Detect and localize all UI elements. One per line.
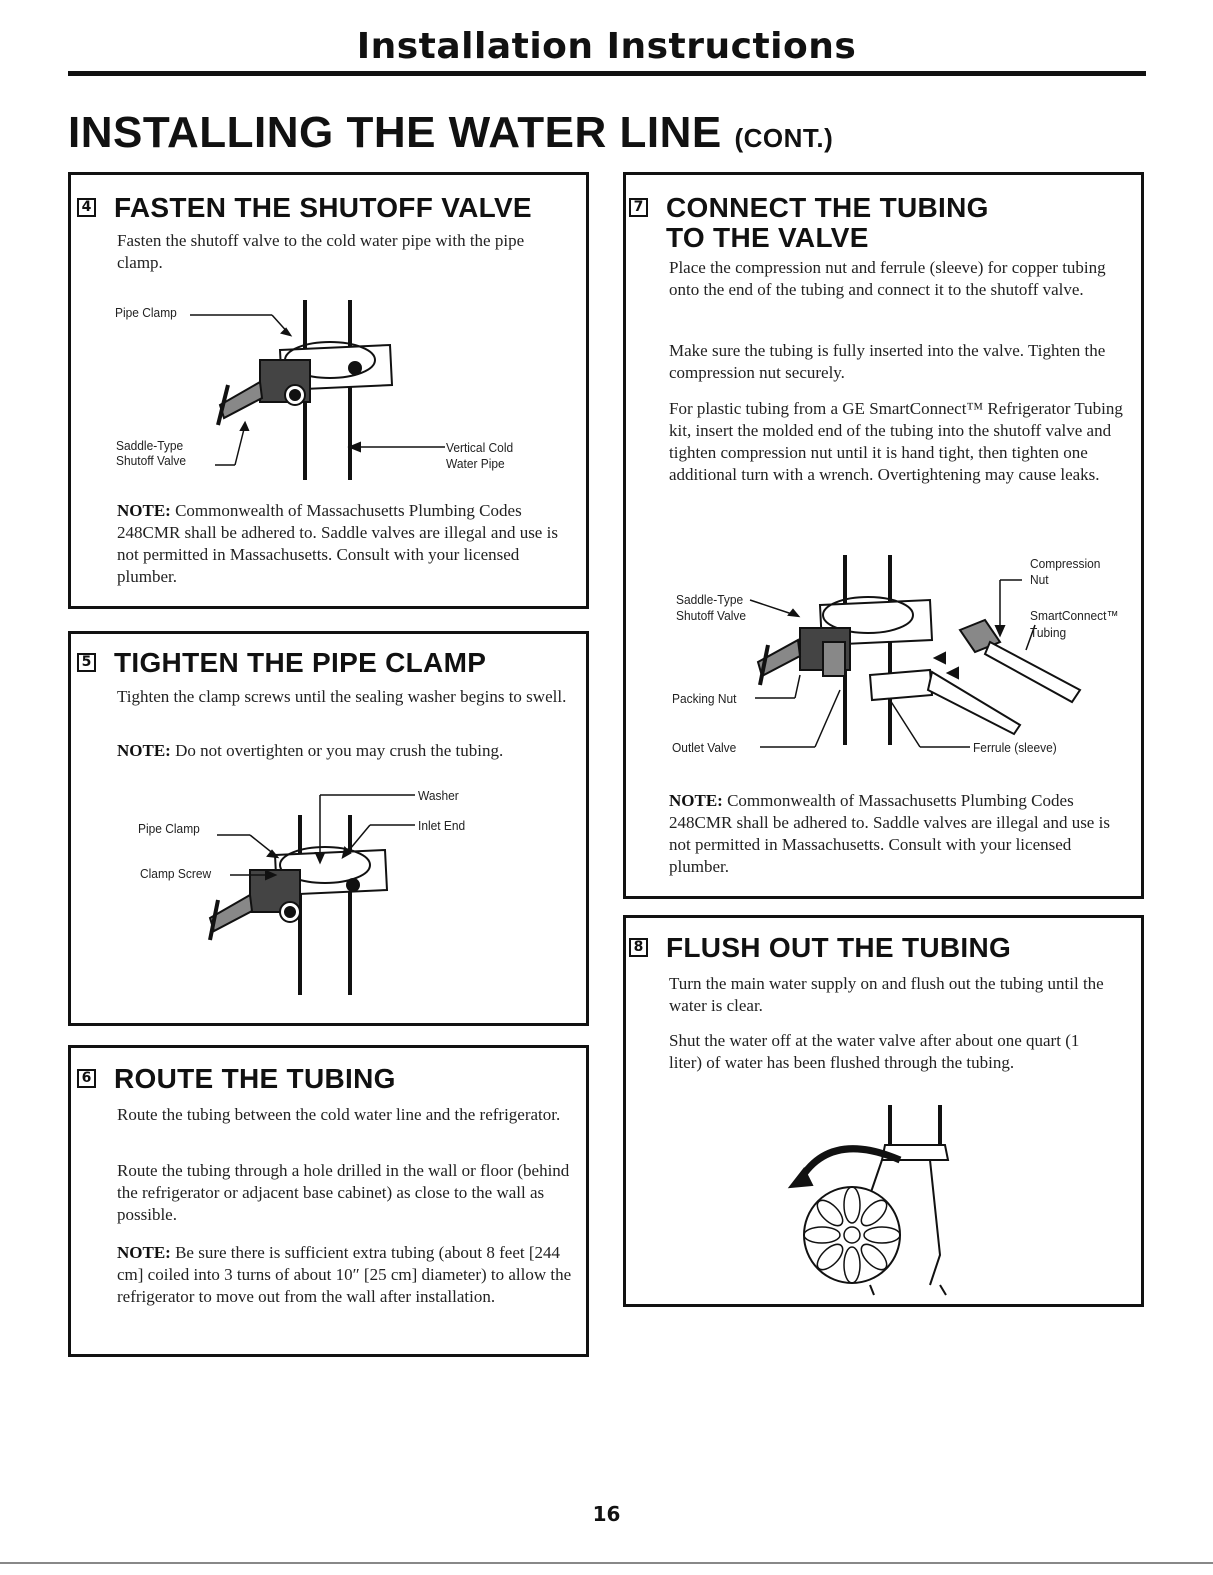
step-6-title: ROUTE THE TUBING [114, 1063, 396, 1094]
section-title-text: INSTALLING THE WATER LINE [68, 108, 722, 157]
step-7-heading [629, 193, 989, 253]
step-6-number: 6 [77, 1069, 96, 1088]
step-8-number: 8 [629, 938, 648, 957]
section-title-suffix: (CONT.) [734, 123, 834, 153]
step-7-body-1: Place the compression nut and ferrule (sleeve) for copper tubing onto the end of the tubing and connect it to the shutoff valve. [669, 258, 1106, 299]
note-text: Do not overtighten or you may crush the tubing. [175, 741, 504, 760]
label-outlet-valve: Outlet Valve [672, 740, 737, 755]
step-5-heading [77, 648, 486, 678]
step-7-note [669, 790, 1129, 878]
label-saddle-type: Saddle-Type [116, 438, 184, 453]
label-shutoff-valve-2: Shutoff Valve [676, 608, 747, 623]
step-5-note [117, 740, 567, 762]
label-pipe-clamp-2: Pipe Clamp [138, 821, 200, 836]
step-4-note [117, 500, 577, 588]
label-nut: Nut [1030, 572, 1049, 587]
step-5-title: TIGHTEN THE PIPE CLAMP [114, 647, 487, 678]
header-title: Installation Instructions [356, 26, 857, 67]
label-vertical-cold: Vertical Cold [446, 440, 514, 455]
step-7-title-line-2: TO THE VALVE [666, 222, 869, 253]
note-label: NOTE: [669, 791, 723, 810]
step-8-heading [629, 933, 1011, 963]
page-number: 16 [592, 1502, 621, 1526]
step-7-title [666, 193, 989, 253]
step-7-number: 7 [629, 198, 648, 217]
label-packing-nut: Packing Nut [672, 691, 737, 706]
note-label: NOTE: [117, 501, 171, 520]
water-valve-knob-diagram [790, 1105, 980, 1295]
step-8-title: FLUSH OUT THE TUBING [666, 932, 1012, 963]
label-compression: Compression [1030, 556, 1101, 571]
label-smartconnect: SmartConnect™ [1030, 608, 1119, 623]
step-7-title-line-1: CONNECT THE TUBING [666, 192, 989, 223]
label-clamp-screw: Clamp Screw [140, 866, 212, 881]
step-8-body-2: Shut the water off at the water valve after about one quart (1 liter) of water has been flushed through the tubing. [669, 1031, 1080, 1072]
step-6-body-2: Route the tubing through a hole drilled in the wall or floor (behind the refrigerator or adjacent base cabinet) as close to the wall as possible. [117, 1161, 570, 1224]
step-5-body: Tighten the clamp screws until the sealing washer begins to swell. [117, 687, 567, 706]
label-washer: Washer [418, 788, 459, 803]
note-text: Commonwealth of Massachusetts Plumbing Codes 248CMR shall be adhered to. Saddle valves are illegal and use is not permitted in Massachusetts. Consult with your licensed plumber. [669, 791, 1110, 876]
step-4-heading [77, 193, 532, 223]
step-4-number: 4 [77, 198, 96, 217]
label-pipe-clamp: Pipe Clamp [115, 305, 177, 320]
section-title [68, 108, 833, 158]
step-4-body: Fasten the shutoff valve to the cold water pipe with the pipe clamp. [117, 231, 525, 272]
note-label: NOTE: [117, 741, 171, 760]
step-7-body-2: Make sure the tubing is fully inserted into the valve. Tighten the compression nut securely. [669, 341, 1106, 382]
note-text: Be sure there is sufficient extra tubing (about 8 feet [244 cm] coiled into 3 turns of about 10″ [25 cm] diameter) to allow the refrigerator to move out from the wall after installation. [117, 1243, 572, 1306]
note-text: Commonwealth of Massachusetts Plumbing Codes 248CMR shall be adhered to. Saddle valves are illegal and use is not permitted in Massachusetts. Consult with your licensed plumber. [117, 501, 558, 586]
step-8-body-1: Turn the main water supply on and flush out the tubing until the water is clear. [669, 974, 1104, 1015]
step-6-body-1: Route the tubing between the cold water line and the refrigerator. [117, 1105, 561, 1124]
label-ferrule: Ferrule (sleeve) [973, 740, 1057, 755]
tubing-connection-diagram [640, 550, 1130, 760]
step-6-note [117, 1242, 572, 1308]
step-7-body-3: For plastic tubing from a GE SmartConnect™ Refrigerator Tubing kit, insert the molded end of the tubing into the shutoff valve and tighten compression nut until it is hand tight, then tighten one additional turn with a wrench. Overtightening may cause leaks. [669, 399, 1123, 484]
label-saddle-type-2: Saddle-Type [676, 592, 744, 607]
bottom-rule [0, 1562, 1213, 1564]
step-4-title: FASTEN THE SHUTOFF VALVE [114, 192, 532, 223]
label-inlet-end: Inlet End [418, 818, 466, 833]
label-shutoff-valve: Shutoff Valve [116, 453, 187, 468]
header-divider [68, 71, 1146, 76]
step-5-number: 5 [77, 653, 96, 672]
label-tubing: Tubing [1030, 625, 1067, 640]
label-water-pipe: Water Pipe [446, 456, 505, 471]
step-6-heading [77, 1064, 396, 1094]
note-label: NOTE: [117, 1243, 171, 1262]
